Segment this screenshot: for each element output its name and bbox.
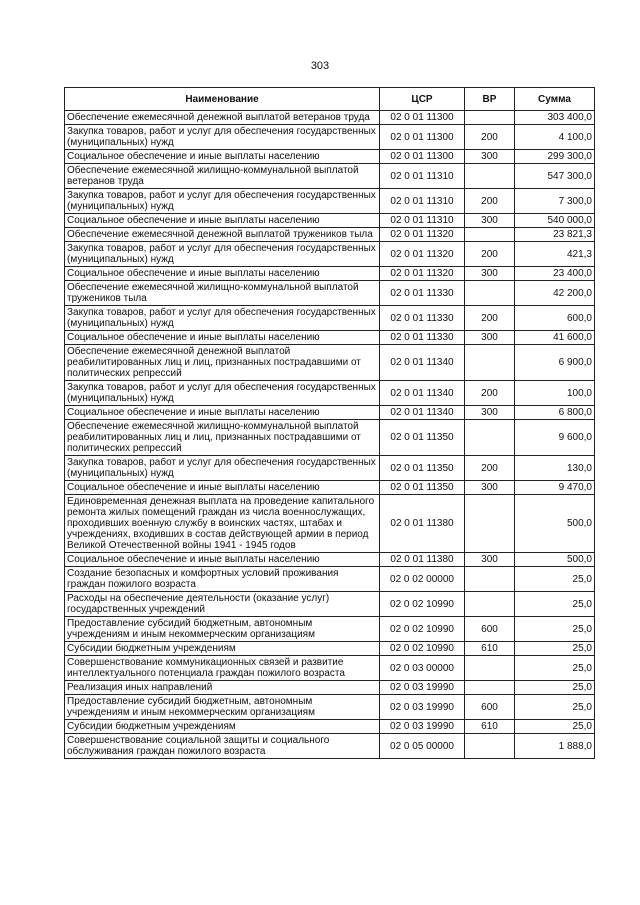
name-cell: Предоставление субсидий бюджетным, автономным учреждениям и иным некоммерческим организациям: [65, 617, 380, 642]
csr-cell: 02 0 01 11320: [380, 228, 465, 242]
table-row: [65, 281, 595, 306]
vr-cell: 300: [465, 406, 515, 420]
sum-cell: 130,0: [515, 456, 595, 481]
vr-cell: [465, 345, 515, 381]
table-row: [65, 345, 595, 381]
name-cell: Закупка товаров, работ и услуг для обеспечения государственных (муниципальных) нужд: [65, 456, 380, 481]
name-cell: Закупка товаров, работ и услуг для обеспечения государственных (муниципальных) нужд: [65, 381, 380, 406]
vr-cell: 600: [465, 695, 515, 720]
name-cell: Расходы на обеспечение деятельности (оказание услуг) государственных учреждений: [65, 592, 380, 617]
csr-cell: 02 0 01 11320: [380, 267, 465, 281]
name-cell: Социальное обеспечение и иные выплаты населению: [65, 406, 380, 420]
name-cell: Закупка товаров, работ и услуг для обеспечения государственных (муниципальных) нужд: [65, 125, 380, 150]
name-cell: Закупка товаров, работ и услуг для обеспечения государственных (муниципальных) нужд: [65, 306, 380, 331]
header-csr: ЦСР: [380, 88, 465, 111]
name-cell: Социальное обеспечение и иные выплаты населению: [65, 214, 380, 228]
csr-cell: 02 0 03 19990: [380, 681, 465, 695]
vr-cell: 300: [465, 214, 515, 228]
csr-cell: 02 0 02 00000: [380, 567, 465, 592]
sum-cell: 303 400,0: [515, 111, 595, 125]
sum-cell: 25,0: [515, 567, 595, 592]
vr-cell: [465, 592, 515, 617]
sum-cell: 299 300,0: [515, 150, 595, 164]
name-cell: Обеспечение ежемесячной денежной выплатой ветеранов труда: [65, 111, 380, 125]
csr-cell: 02 0 01 11340: [380, 345, 465, 381]
name-cell: Социальное обеспечение и иные выплаты населению: [65, 267, 380, 281]
table-row: [65, 164, 595, 189]
csr-cell: 02 0 02 10990: [380, 592, 465, 617]
name-cell: Обеспечение ежемесячной денежной выплатой реабилитированных лиц и лиц, признанных пострадавшими от политических репрессий: [65, 345, 380, 381]
sum-cell: 25,0: [515, 656, 595, 681]
name-cell: Закупка товаров, работ и услуг для обеспечения государственных (муниципальных) нужд: [65, 242, 380, 267]
header-sum: Сумма: [515, 88, 595, 111]
csr-cell: 02 0 01 11380: [380, 553, 465, 567]
sum-cell: 4 100,0: [515, 125, 595, 150]
vr-cell: 200: [465, 381, 515, 406]
sum-cell: 6 900,0: [515, 345, 595, 381]
table-row: [65, 381, 595, 406]
csr-cell: 02 0 01 11340: [380, 381, 465, 406]
sum-cell: 6 800,0: [515, 406, 595, 420]
name-cell: Субсидии бюджетным учреждениям: [65, 642, 380, 656]
table-row: [65, 481, 595, 495]
vr-cell: [465, 734, 515, 759]
sum-cell: 9 470,0: [515, 481, 595, 495]
sum-cell: 25,0: [515, 695, 595, 720]
csr-cell: 02 0 01 11340: [380, 406, 465, 420]
table-body: [65, 111, 595, 759]
sum-cell: 25,0: [515, 617, 595, 642]
sum-cell: 500,0: [515, 495, 595, 553]
name-cell: Субсидии бюджетным учреждениям: [65, 720, 380, 734]
vr-cell: 610: [465, 642, 515, 656]
table-row: [65, 617, 595, 642]
vr-cell: 610: [465, 720, 515, 734]
sum-cell: 100,0: [515, 381, 595, 406]
table-row: [65, 642, 595, 656]
name-cell: Реализация иных направлений: [65, 681, 380, 695]
csr-cell: 02 0 03 00000: [380, 656, 465, 681]
table-row: [65, 125, 595, 150]
vr-cell: [465, 281, 515, 306]
vr-cell: 300: [465, 150, 515, 164]
table-row: [65, 592, 595, 617]
table-row: [65, 228, 595, 242]
table-header-row: [65, 88, 595, 111]
name-cell: Совершенствование коммуникационных связей и развитие интеллектуального потенциала граждан пожилого возраста: [65, 656, 380, 681]
csr-cell: 02 0 01 11350: [380, 456, 465, 481]
name-cell: Обеспечение ежемесячной денежной выплатой тружеников тыла: [65, 228, 380, 242]
header-name: Наименование: [65, 88, 380, 111]
vr-cell: [465, 164, 515, 189]
vr-cell: [465, 228, 515, 242]
vr-cell: [465, 495, 515, 553]
csr-cell: 02 0 01 11330: [380, 331, 465, 345]
vr-cell: 300: [465, 331, 515, 345]
csr-cell: 02 0 01 11310: [380, 189, 465, 214]
name-cell: Социальное обеспечение и иные выплаты населению: [65, 481, 380, 495]
sum-cell: 25,0: [515, 642, 595, 656]
budget-table: [64, 87, 595, 759]
vr-cell: [465, 656, 515, 681]
name-cell: Социальное обеспечение и иные выплаты населению: [65, 331, 380, 345]
table-row: [65, 306, 595, 331]
sum-cell: 500,0: [515, 553, 595, 567]
sum-cell: 25,0: [515, 681, 595, 695]
table-row: [65, 734, 595, 759]
table-row: [65, 681, 595, 695]
name-cell: Обеспечение ежемесячной жилищно-коммунальной выплатой ветеранов труда: [65, 164, 380, 189]
sum-cell: 1 888,0: [515, 734, 595, 759]
sum-cell: 540 000,0: [515, 214, 595, 228]
sum-cell: 421,3: [515, 242, 595, 267]
csr-cell: 02 0 03 19990: [380, 720, 465, 734]
vr-cell: 300: [465, 267, 515, 281]
sum-cell: 25,0: [515, 592, 595, 617]
vr-cell: 300: [465, 553, 515, 567]
table-row: [65, 150, 595, 164]
page-number: 303: [310, 60, 330, 72]
table-row: [65, 720, 595, 734]
vr-cell: 200: [465, 242, 515, 267]
vr-cell: 200: [465, 189, 515, 214]
name-cell: Закупка товаров, работ и услуг для обеспечения государственных (муниципальных) нужд: [65, 189, 380, 214]
table-row: [65, 567, 595, 592]
vr-cell: [465, 567, 515, 592]
name-cell: Обеспечение ежемесячной жилищно-коммунальной выплатой тружеников тыла: [65, 281, 380, 306]
sum-cell: 23 400,0: [515, 267, 595, 281]
name-cell: Создание безопасных и комфортных условий проживания граждан пожилого возраста: [65, 567, 380, 592]
csr-cell: 02 0 02 10990: [380, 617, 465, 642]
csr-cell: 02 0 03 19990: [380, 695, 465, 720]
csr-cell: 02 0 01 11320: [380, 242, 465, 267]
csr-cell: 02 0 01 11310: [380, 164, 465, 189]
table-row: [65, 242, 595, 267]
vr-cell: 600: [465, 617, 515, 642]
vr-cell: [465, 681, 515, 695]
sum-cell: 42 200,0: [515, 281, 595, 306]
vr-cell: [465, 420, 515, 456]
table-row: [65, 189, 595, 214]
table-row: [65, 406, 595, 420]
csr-cell: 02 0 01 11310: [380, 214, 465, 228]
csr-cell: 02 0 01 11300: [380, 150, 465, 164]
table-row: [65, 456, 595, 481]
table-row: [65, 695, 595, 720]
table-row: [65, 495, 595, 553]
table-row: [65, 656, 595, 681]
table-row: [65, 331, 595, 345]
csr-cell: 02 0 01 11350: [380, 420, 465, 456]
csr-cell: 02 0 05 00000: [380, 734, 465, 759]
table-row: [65, 553, 595, 567]
sum-cell: 600,0: [515, 306, 595, 331]
name-cell: Обеспечение ежемесячной жилищно-коммунальной выплатой реабилитированных лиц и лиц, признанных пострадавшими от политических репрессий: [65, 420, 380, 456]
csr-cell: 02 0 01 11300: [380, 111, 465, 125]
sum-cell: 25,0: [515, 720, 595, 734]
header-vr: ВР: [465, 88, 515, 111]
sum-cell: 547 300,0: [515, 164, 595, 189]
table-row: [65, 267, 595, 281]
csr-cell: 02 0 01 11330: [380, 281, 465, 306]
csr-cell: 02 0 02 10990: [380, 642, 465, 656]
name-cell: Предоставление субсидий бюджетным, автономным учреждениям и иным некоммерческим организациям: [65, 695, 380, 720]
sum-cell: 7 300,0: [515, 189, 595, 214]
sum-cell: 23 821,3: [515, 228, 595, 242]
sum-cell: 9 600,0: [515, 420, 595, 456]
vr-cell: [465, 111, 515, 125]
table-row: [65, 420, 595, 456]
table-row: [65, 111, 595, 125]
name-cell: Совершенствование социальной защиты и социального обслуживания граждан пожилого возраста: [65, 734, 380, 759]
sum-cell: 41 600,0: [515, 331, 595, 345]
table-row: [65, 214, 595, 228]
vr-cell: 200: [465, 125, 515, 150]
name-cell: Социальное обеспечение и иные выплаты населению: [65, 150, 380, 164]
vr-cell: 200: [465, 306, 515, 331]
vr-cell: 200: [465, 456, 515, 481]
csr-cell: 02 0 01 11380: [380, 495, 465, 553]
csr-cell: 02 0 01 11330: [380, 306, 465, 331]
name-cell: Единовременная денежная выплата на проведение капитального ремонта жилых помещений граждан из числа военнослужащих, проходивших военную службу в воинских частях, штабах и учреждениях, входивших в состав действующей армии в период Великой Отечественной войны 1941 - 1945 годов: [65, 495, 380, 553]
name-cell: Социальное обеспечение и иные выплаты населению: [65, 553, 380, 567]
csr-cell: 02 0 01 11300: [380, 125, 465, 150]
csr-cell: 02 0 01 11350: [380, 481, 465, 495]
vr-cell: 300: [465, 481, 515, 495]
